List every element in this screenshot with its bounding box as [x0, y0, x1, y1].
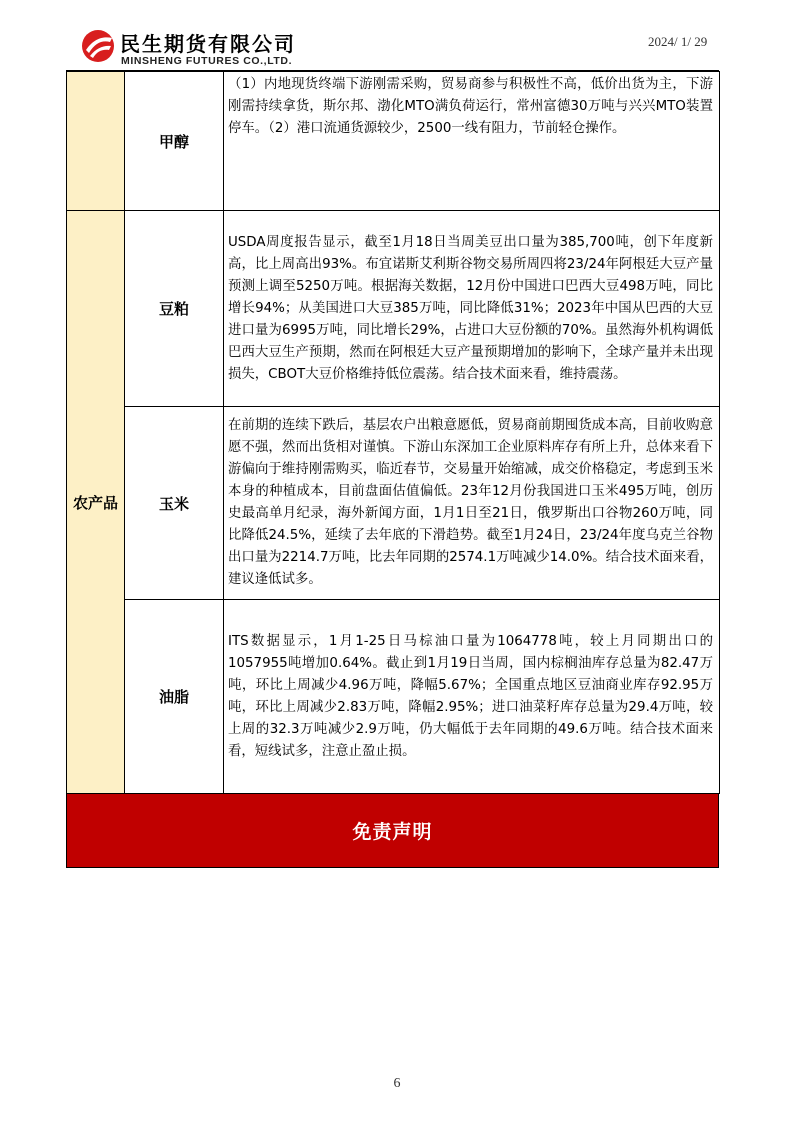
- product-name: 玉米: [125, 407, 224, 600]
- page-header: [0, 0, 794, 70]
- product-name: 甲醇: [125, 72, 224, 211]
- table-row: [67, 600, 720, 794]
- company-logo-icon: [80, 28, 116, 64]
- product-analysis: 在前期的连续下跌后，基层农户出粮意愿低，贸易商前期囤货成本高，目前收购意愿不强，然而出货相对谨慎。下游山东深加工企业原料库存有所上升，总体来看下游偏向于维持刚需购买，临近春节，交易量开始缩减，成交价格稳定，考虑到玉米本身的种植成本，目前盘面估值偏低。23年12月份我国进口玉米495万吨，创历史最高单月纪录，海外新闻方面，1月1日至21日，俄罗斯出口谷物260万吨，同比降低24.5%，延续了去年底的下滑趋势。截至1月24日，23/24年度乌克兰谷物出口量为2214.7万吨，比去年同期的2574.1万吨减少14.0%。结合技术面来看，建议逢低试多。: [224, 407, 720, 600]
- product-name: 油脂: [125, 600, 224, 794]
- product-name: 豆粕: [125, 211, 224, 407]
- category-cell: 农产品: [67, 211, 125, 794]
- product-analysis: USDA周度报告显示，截至1月18日当周美豆出口量为385,700吨，创下年度新高，比上周高出93%。布宜诺斯艾利斯谷物交易所周四将23/24年阿根廷大豆产量预测上调至5250万吨。根据海关数据，12月份中国进口巴西大豆498万吨，同比增长94%；从美国进口大豆385万吨，同比降低31%；2023年中国从巴西的大豆进口量为6995万吨，同比增长29%，占进口大豆份额的70%。虽然海外机构调低巴西大豆生产预期，然而在阿根廷大豆产量预期增加的影响下，全球产量并未出现损失，CBOT大豆价格维持低位震荡。结合技术面来看，维持震荡。: [224, 211, 720, 407]
- company-name-en: MINSHENG FUTURES CO.,LTD.: [121, 55, 293, 67]
- report-date: 2024/ 1/ 29: [648, 34, 708, 49]
- table-row: [67, 407, 720, 600]
- company-name-cn: 民生期货有限公司: [120, 32, 296, 56]
- category-cell: [67, 72, 125, 211]
- disclaimer-banner: [66, 793, 719, 868]
- product-analysis: （1）内地现货终端下游刚需采购，贸易商参与积极性不高，低价出货为主，下游刚需持续拿货，斯尔邦、渤化MTO满负荷运行，常州富德30万吨与兴兴MTO装置停车。（2）港口流通货源较少，2500一线有阻力，节前轻仓操作。: [224, 72, 720, 211]
- page-number: 6: [393, 1076, 401, 1091]
- disclaimer-title: 免责声明: [352, 821, 433, 843]
- product-analysis: ITS数据显示，1月1-25日马棕油口量为1064778吨，较上月同期出口的1057955吨增加0.64%。截止到1月19日当周，国内棕榈油库存总量为82.47万吨，环比上周减少4.96万吨，降幅5.67%；全国重点地区豆油商业库存92.95万吨，环比上周减少2.83万吨，降幅2.95%；进口油菜籽库存总量为29.4万吨，较上周的32.3万吨减少2.9万吨，仍大幅低于去年同期的49.6万吨。结合技术面来看，短线试多，注意止盈止损。: [224, 600, 720, 794]
- table-row: [67, 211, 720, 407]
- commodity-table: [66, 71, 720, 794]
- table-row: [67, 72, 720, 211]
